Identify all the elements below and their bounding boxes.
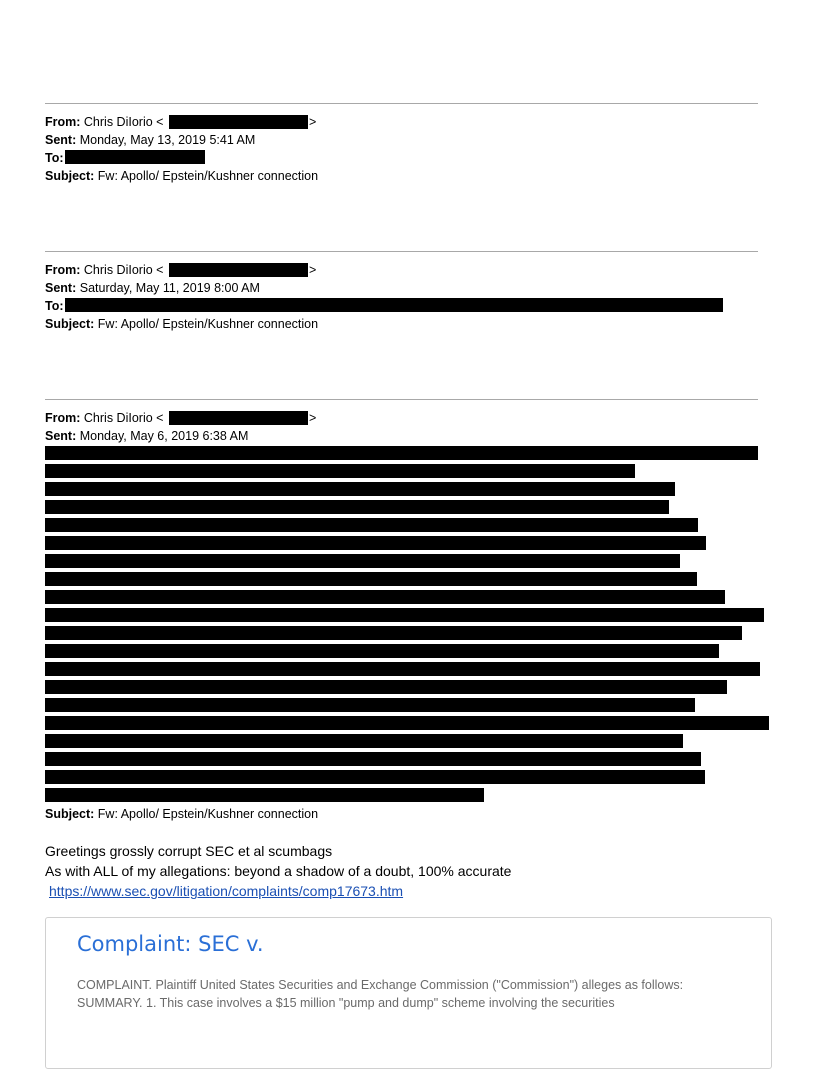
email-2-to xyxy=(45,297,64,315)
redaction-block xyxy=(65,298,723,312)
redaction-block xyxy=(169,263,308,277)
subject-value: Fw: Apollo/ Epstein/Kushner connection xyxy=(97,317,319,331)
redaction-block xyxy=(45,554,680,568)
redaction-block xyxy=(45,482,675,496)
sent-label: Sent: xyxy=(45,429,77,443)
separator-line xyxy=(45,251,758,252)
from-name: Chris DiIorio < xyxy=(83,263,164,277)
preview-description: COMPLAINT. Plaintiff United States Securities and Exchange Commission ("Commission") alleges as follows: SUMMARY. 1. This case involves a $15 million "pump and dump" scheme involving the securities xyxy=(77,978,684,1010)
message-link-line xyxy=(49,881,403,901)
redaction-block xyxy=(45,734,683,748)
sent-value: Monday, May 13, 2019 5:41 AM xyxy=(79,133,256,147)
email-1-from xyxy=(45,113,163,131)
sent-value: Monday, May 6, 2019 6:38 AM xyxy=(79,429,249,443)
from-bracket: > xyxy=(309,411,317,425)
from-name: Chris DiIorio < xyxy=(83,411,164,425)
redaction-block xyxy=(45,662,760,676)
redaction-block xyxy=(45,464,635,478)
subject-label: Subject: xyxy=(45,169,95,183)
separator-line xyxy=(45,103,758,104)
email-3-from xyxy=(45,409,163,427)
redaction-block xyxy=(45,536,706,550)
redaction-block xyxy=(169,115,308,129)
redaction-block xyxy=(45,572,697,586)
link-preview-card[interactable] xyxy=(45,917,772,1069)
subject-value: Fw: Apollo/ Epstein/Kushner connection xyxy=(97,807,319,821)
redaction-block xyxy=(45,752,701,766)
from-bracket: > xyxy=(309,263,317,277)
preview-title[interactable]: Complaint: SEC v. xyxy=(77,932,264,956)
redaction-block xyxy=(45,500,669,514)
email-3-sent xyxy=(45,427,248,445)
to-label: To: xyxy=(45,299,64,313)
sent-label: Sent: xyxy=(45,281,77,295)
redaction-block xyxy=(45,644,719,658)
message-line-1: Greetings grossly corrupt SEC et al scumbags xyxy=(45,843,333,859)
redaction-block xyxy=(45,680,727,694)
redaction-block xyxy=(65,150,205,164)
subject-value: Fw: Apollo/ Epstein/Kushner connection xyxy=(97,169,319,183)
redaction-block xyxy=(45,446,758,460)
email-1-sent xyxy=(45,131,255,149)
email-1-subject xyxy=(45,167,318,185)
from-label: From: xyxy=(45,411,81,425)
email-2-subject xyxy=(45,315,318,333)
from-label: From: xyxy=(45,263,81,277)
subject-label: Subject: xyxy=(45,317,95,331)
redaction-block xyxy=(45,590,725,604)
sent-value: Saturday, May 11, 2019 8:00 AM xyxy=(79,281,260,295)
email-1-to xyxy=(45,149,64,167)
message-line-2: As with ALL of my allegations: beyond a shadow of a doubt, 100% accurate xyxy=(45,863,512,879)
email-3-subject xyxy=(45,805,318,823)
sent-label: Sent: xyxy=(45,133,77,147)
from-label: From: xyxy=(45,115,81,129)
redaction-block xyxy=(169,411,308,425)
from-name: Chris DiIorio < xyxy=(83,115,164,129)
redaction-block xyxy=(45,698,695,712)
separator-line xyxy=(45,399,758,400)
redaction-block xyxy=(45,608,764,622)
redaction-block xyxy=(45,518,698,532)
redaction-block xyxy=(45,770,705,784)
redaction-block xyxy=(45,626,742,640)
email-2-from xyxy=(45,261,163,279)
email-2-sent xyxy=(45,279,260,297)
to-label: To: xyxy=(45,151,64,165)
subject-label: Subject: xyxy=(45,807,95,821)
redaction-block xyxy=(45,788,484,802)
sec-complaint-link[interactable]: https://www.sec.gov/litigation/complaints/comp17673.htm xyxy=(49,883,404,899)
redaction-block xyxy=(45,716,769,730)
from-bracket: > xyxy=(309,115,317,129)
